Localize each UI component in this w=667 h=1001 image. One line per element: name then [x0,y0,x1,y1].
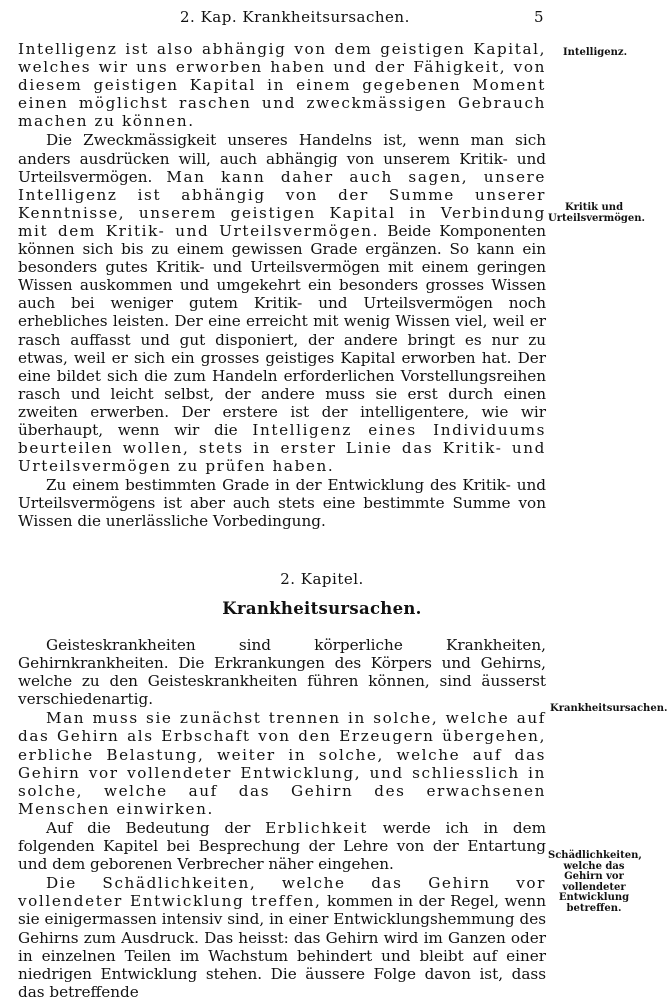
paragraph [18,709,546,818]
margin-note-schaedlichkeiten: Schädlichkeiten, welche das Gehirn vor vollendeter Entwicklung betreffen. [548,850,642,914]
margin-note-intelligenz: Intelligenz. [562,47,628,58]
spaced-emphasis-text: Man muss sie zunächst trennen in solche, welche auf das Gehirn als Erbschaft von den Erzeugern übergehen, erbliche Belastung, weiter in solche, welche auf das Gehirn vor vollendeter Entwicklung, und schliesslich in solche, welche auf das Gehirn des erwachsenen Menschen einwirken. [18,709,546,818]
chapter-title: Krankheitsursachen. [222,599,422,618]
text-run: werde ich in dem folgenden Kapitel bei Besprechung der Lehre von der Entartung und dem geborenen Verbrecher näher eingehen. [18,818,546,874]
spaced-emphasis-text: Intelligenz ist also abhängig von dem geistigen Kapital, welches wir uns erworben haben und der Fähigkeit, von diesem geistigen Kapital in einem gegebenen Moment einen möglichst raschen und zweckmässigen Gebrauch machen zu können. [18,40,546,131]
paragraph [18,476,546,530]
paragraph [18,131,546,475]
text-run: Die Zweckmässigkeit unseres Handelns ist, wenn man sich anders ausdrücken will, auch abhängig von unserem Kritik- und Urteilsvermögen. [18,131,546,186]
spaced-emphasis-text: Intelligenz eines Individuums beurteilen wollen, stets in erster Linie das Kritik- und Urteilsvermögen zu prüfen haben. [18,420,546,476]
running-head-title: 2. Kap. Krankheitsursachen. [180,8,410,26]
text-run: kommen in der Regel, wenn sie einigermassen intensiv sind, in einer Entwicklungshemmung des Gehirns zum Ausdruck. Das heisst: das Gehirn wird im Ganzen oder in einzelnen Teilen im Wachstum behindert und bleibt auf einer niedrigen Entwicklung stehen. Die äussere Folge davon ist, dass das betreffende [18,892,546,1001]
margin-note-krankheitsursachen: Krankheitsursachen. [550,703,667,714]
running-head [0,8,644,28]
page-number: 5 [534,8,544,26]
text-run: Beide Komponenten können sich bis zu einem gewissen Grade ergänzen. So kann ein besonders gutes Kritik- und Urteilsvermögen mit einem geringen Wissen auskommen und umgekehrt ein besonders grosses Wissen auch bei weniger gutem Kritik- und Urteilsvermögen noch erhebliches leisten. Der eine erreicht mit wenig Wissen viel, weil er rasch auffasst und gut disponiert, der andere bringt es nur zu etwas, weil er sich ein grosses geistiges Kapital erworben hat. Der eine bildet sich die zum Handeln erforderlichen Vorstellungsreihen rasch und leicht selbst, der andere muss sie erst durch einen zweiten erwerben. Der erstere ist der intelligentere, wie wir überhaupt, wenn wir die [18,221,546,439]
paragraph [18,40,546,130]
paragraph [18,636,546,708]
paragraph [18,819,546,873]
text-run: Zu einem bestimmten Grade in der Entwicklung des Kritik- und Urteilsvermögens ist aber auch stets eine bestimmte Summe von Wissen die unerlässliche Vorbedingung. [18,476,546,531]
text-run: Geisteskrankheiten sind körperliche Krankheiten, Gehirnkrankheiten. Die Erkrankungen des Körpers und Gehirns, welche zu den Geisteskrankheiten führen können, sind äusserst verschiedenartig. [18,636,546,709]
text-run: Auf die Bedeutung der [46,818,266,837]
spaced-emphasis-text: Die Schädlichkeiten, welche das Gehirn vor vollendeter Entwicklung treffen, [18,874,546,911]
chapter-label: 2. Kapitel. [280,570,364,588]
spaced-emphasis-text: Erblichkeit [265,818,368,837]
paragraph [18,874,546,1001]
section-causes-text [18,636,546,1001]
section-intelligence-text [18,40,546,531]
margin-note-kritik: Kritik und Urteilsvermögen. [548,202,645,224]
spaced-emphasis-text: Man kann daher auch sagen, unsere Intelligenz ist abhängig von der Summe unserer Kenntnisse, unserem geistigen Kapital in Verbindung mit dem Kritik- und Urteilsvermögen. [18,167,546,240]
